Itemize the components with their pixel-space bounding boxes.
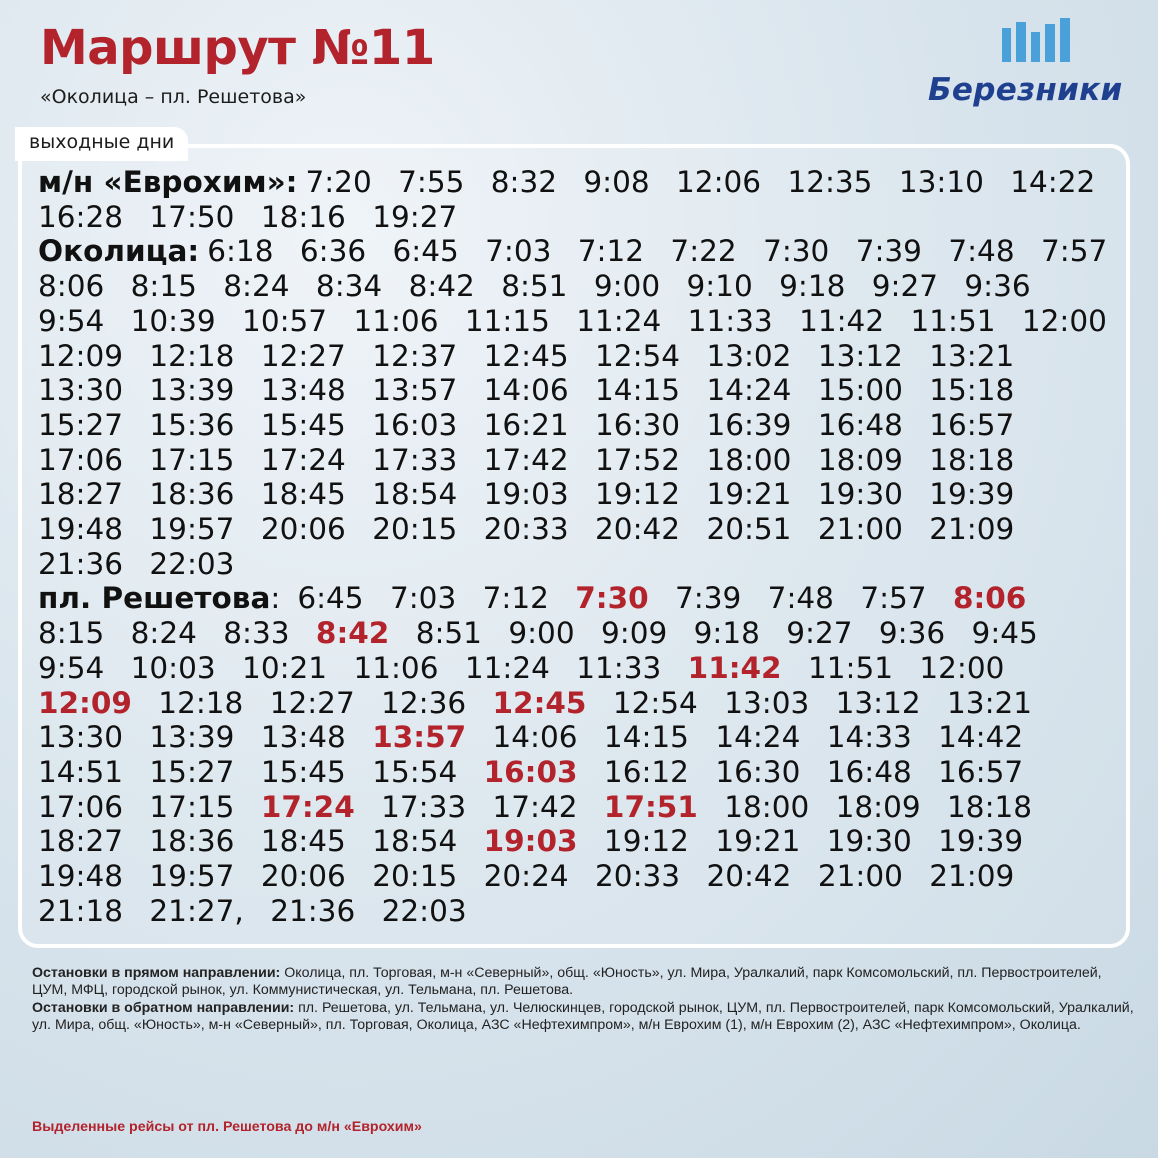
departure-time: 12:54 xyxy=(612,685,698,720)
departure-time: 15:45 xyxy=(260,407,346,442)
departure-time: 16:48 xyxy=(826,754,912,789)
departure-time-highlighted: 16:03 xyxy=(483,754,578,789)
departure-time: 18:09 xyxy=(835,789,921,824)
departure-time: 9:08 xyxy=(583,165,650,199)
departure-time: 16:57 xyxy=(929,407,1015,442)
departure-time: 16:21 xyxy=(483,407,569,442)
departure-time: 6:36 xyxy=(299,234,367,269)
departure-time: 13:21 xyxy=(947,685,1033,720)
departure-time: 17:42 xyxy=(492,789,578,824)
departure-time: 13:03 xyxy=(724,685,810,720)
forward-stops-label: Остановки в прямом направлении: xyxy=(32,965,281,981)
highlight-note: Выделенные рейсы от пл. Решетова до м/н «Еврохим» xyxy=(32,1119,422,1135)
departure-time: 14:06 xyxy=(483,373,569,408)
departure-time: 15:36 xyxy=(149,407,235,442)
departure-time: 10:21 xyxy=(242,650,328,685)
stop-label: пл. Решетова xyxy=(38,581,271,616)
departure-time-highlighted: 12:45 xyxy=(492,685,587,720)
schedule-body xyxy=(38,165,1128,928)
departure-time: 14:06 xyxy=(492,720,578,755)
departure-time: 18:54 xyxy=(372,477,458,512)
departure-time: 11:42 xyxy=(799,303,885,338)
departure-time: 7:48 xyxy=(767,581,834,616)
departure-time: 13:48 xyxy=(260,720,346,755)
departure-time: 9:36 xyxy=(878,616,946,651)
departure-time: 9:36 xyxy=(964,269,1031,304)
departure-time: 9:10 xyxy=(686,269,753,304)
departure-time: 13:21 xyxy=(929,338,1015,373)
departure-time: 12:18 xyxy=(149,338,235,373)
departure-time: 18:09 xyxy=(817,442,903,477)
departure-time: 20:15 xyxy=(372,512,458,547)
stop-schedule xyxy=(38,234,1128,581)
stops-info xyxy=(32,965,1137,1034)
departure-time: 7:20 xyxy=(305,165,372,199)
departure-time: 19:21 xyxy=(715,824,801,859)
departure-time: 20:15 xyxy=(372,859,458,894)
departure-time: 8:24 xyxy=(130,616,197,651)
departure-time: 6:45 xyxy=(392,234,459,269)
departure-time: 21:00 xyxy=(817,512,903,547)
departure-time: 16:39 xyxy=(706,407,792,442)
departure-time: 21:36 xyxy=(38,546,124,581)
departure-time: 18:54 xyxy=(372,824,458,859)
departure-time: 13:39 xyxy=(149,373,235,408)
departure-time: 13:12 xyxy=(835,685,921,720)
departure-time: 21:00 xyxy=(817,859,903,894)
departure-time: 14:15 xyxy=(595,373,681,408)
departure-time: 12:27 xyxy=(269,685,355,720)
departure-time: 21:36 xyxy=(270,893,356,928)
departure-time: 17:33 xyxy=(381,789,467,824)
departure-time-highlighted: 11:42 xyxy=(687,650,782,685)
departure-time: 9:54 xyxy=(38,650,105,685)
departure-time: 11:06 xyxy=(353,650,439,685)
departure-time: 19:30 xyxy=(817,477,903,512)
departure-time: 18:45 xyxy=(260,477,346,512)
departure-time: 20:42 xyxy=(706,859,792,894)
departure-time: 7:57 xyxy=(860,581,927,616)
city-logo xyxy=(928,18,1138,108)
departure-time: 11:24 xyxy=(576,303,662,338)
stop-schedule xyxy=(38,581,1128,928)
logo-text: Березники xyxy=(928,72,1123,108)
departure-time: 16:03 xyxy=(372,407,458,442)
stop-schedule xyxy=(38,165,1128,234)
departure-time: 7:22 xyxy=(670,234,737,269)
departure-time: 15:45 xyxy=(260,754,346,789)
departure-time: 13:10 xyxy=(898,165,984,199)
departure-time: 16:30 xyxy=(595,407,681,442)
departure-time: 12:35 xyxy=(787,165,873,199)
departure-time: 7:39 xyxy=(675,581,742,616)
departure-time: 14:22 xyxy=(1010,165,1096,199)
departure-time: 11:33 xyxy=(687,303,773,338)
departure-time: 9:27 xyxy=(786,616,853,651)
departure-time: 19:12 xyxy=(603,824,689,859)
departure-time: 15:27 xyxy=(38,407,124,442)
departure-time: 7:12 xyxy=(482,581,549,616)
departure-time: 16:28 xyxy=(38,199,124,234)
stop-label-suffix: : xyxy=(270,581,281,616)
departure-time: 10:03 xyxy=(130,650,216,685)
departure-time: 18:45 xyxy=(260,824,346,859)
departure-time: 19:03 xyxy=(483,477,569,512)
departure-time: 13:57 xyxy=(372,373,458,408)
departure-time: 19:21 xyxy=(706,477,792,512)
departure-time: 18:16 xyxy=(260,199,346,234)
departure-time: 17:15 xyxy=(149,442,235,477)
departure-time: 19:12 xyxy=(595,477,681,512)
departure-time-highlighted: 13:57 xyxy=(372,720,467,755)
departure-time: 7:12 xyxy=(577,234,645,269)
departure-time: 9:18 xyxy=(693,616,760,651)
departure-time: 21:27, xyxy=(149,893,244,928)
departure-time: 6:18 xyxy=(207,234,274,269)
departure-time: 14:24 xyxy=(706,373,792,408)
departure-time: 7:55 xyxy=(398,165,465,199)
departure-time: 18:36 xyxy=(149,824,235,859)
departure-time: 12:00 xyxy=(1021,303,1107,338)
departure-time: 12:36 xyxy=(381,685,467,720)
departure-time: 18:00 xyxy=(706,442,792,477)
departure-time-highlighted: 8:06 xyxy=(952,581,1027,616)
backward-stops xyxy=(32,1000,1137,1035)
departure-time: 19:57 xyxy=(149,512,235,547)
departure-time: 17:52 xyxy=(595,442,681,477)
departure-time: 11:24 xyxy=(464,650,550,685)
departure-time: 9:45 xyxy=(971,616,1038,651)
departure-time: 16:30 xyxy=(715,754,801,789)
forward-stops xyxy=(32,965,1137,1000)
departure-time: 19:39 xyxy=(929,477,1015,512)
departure-time: 18:27 xyxy=(38,824,124,859)
departure-time-highlighted: 7:30 xyxy=(575,581,649,616)
departure-time: 18:00 xyxy=(724,789,810,824)
departure-time: 18:36 xyxy=(149,477,235,512)
city-bars-icon xyxy=(1000,18,1074,64)
departure-time: 17:06 xyxy=(38,789,124,824)
departure-time: 10:57 xyxy=(242,303,328,338)
departure-time: 12:27 xyxy=(260,338,346,373)
departure-time: 20:24 xyxy=(483,859,569,894)
departure-time: 17:33 xyxy=(372,442,458,477)
departure-time: 19:39 xyxy=(938,824,1024,859)
departure-time: 14:42 xyxy=(938,720,1024,755)
departure-time: 14:51 xyxy=(38,754,124,789)
departure-time: 15:54 xyxy=(372,754,458,789)
departure-time: 12:09 xyxy=(38,338,124,373)
route-subtitle: «Околица – пл. Решетова» xyxy=(40,86,307,108)
departure-time: 8:15 xyxy=(130,269,197,304)
departure-time: 11:06 xyxy=(353,303,439,338)
departure-time: 20:06 xyxy=(260,859,346,894)
route-title: Маршрут №11 xyxy=(40,20,435,76)
departure-time: 18:27 xyxy=(38,477,124,512)
departure-time: 13:12 xyxy=(817,338,903,373)
departure-time: 9:00 xyxy=(508,616,575,651)
backward-stops-text: пл. Решетова, ул. Тельмана, ул. Челюскинцев, городской рынок, ЦУМ, пл. Первостроителей, парк Комсомольский, Уралкалий, ул. Мира, общ. «Юность», м-н «Северный», пл. Торговая, Околица, АЗС «Нефтехимпром», м/н Еврохим (1), м/н Еврохим (2), АЗС «Нефтехимпром», Околица. xyxy=(32,999,1134,1033)
departure-time: 17:50 xyxy=(149,199,235,234)
departure-time: 8:06 xyxy=(38,269,105,304)
departure-time: 12:00 xyxy=(919,650,1005,685)
departure-time: 8:34 xyxy=(315,269,383,304)
departure-time: 14:33 xyxy=(826,720,912,755)
departure-time: 22:03 xyxy=(381,893,467,928)
departure-time: 13:48 xyxy=(260,373,346,408)
departure-time: 12:54 xyxy=(595,338,681,373)
departure-time: 17:06 xyxy=(38,442,124,477)
stop-label: Околица: xyxy=(38,234,200,269)
departure-time: 7:57 xyxy=(1040,234,1108,269)
departure-time: 17:24 xyxy=(260,442,346,477)
departure-time: 8:33 xyxy=(223,616,290,651)
departure-time-highlighted: 17:24 xyxy=(260,789,355,824)
departure-time: 15:18 xyxy=(929,373,1015,408)
departure-time: 9:00 xyxy=(593,269,661,304)
departure-time: 8:32 xyxy=(490,165,557,199)
departure-time-highlighted: 19:03 xyxy=(483,824,578,859)
departure-time: 20:33 xyxy=(483,512,569,547)
departure-time: 12:37 xyxy=(372,338,458,373)
departure-time: 8:15 xyxy=(38,616,105,651)
departure-time: 11:15 xyxy=(464,303,550,338)
departure-time: 16:12 xyxy=(603,754,689,789)
departure-time: 13:30 xyxy=(38,373,124,408)
departure-time: 12:45 xyxy=(483,338,569,373)
departure-time: 16:57 xyxy=(938,754,1024,789)
stop-label: м/н «Еврохим»: xyxy=(38,165,298,199)
departure-time: 13:39 xyxy=(149,720,235,755)
departure-time-highlighted: 8:42 xyxy=(315,616,390,651)
departure-time: 19:48 xyxy=(38,859,124,894)
departure-time: 11:51 xyxy=(910,303,996,338)
forward-stops-text: Околица, пл. Торговая, м-н «Северный», общ. «Юность», ул. Мира, Уралкалий, парк Комсомольский, пл. Первостроителей, ЦУМ, МФЦ, городской рынок, ул. Коммунистическая, ул. Тельмана, пл. Решетова. xyxy=(32,965,1102,999)
departure-time: 18:18 xyxy=(947,789,1033,824)
departure-time: 7:03 xyxy=(389,581,457,616)
departure-time: 19:48 xyxy=(38,512,124,547)
departure-time: 19:30 xyxy=(826,824,912,859)
departure-time: 8:42 xyxy=(408,269,475,304)
departure-time: 9:18 xyxy=(779,269,846,304)
departure-time: 8:51 xyxy=(415,616,482,651)
departure-time: 22:03 xyxy=(149,546,235,581)
departure-time-highlighted: 12:09 xyxy=(38,685,132,720)
departure-time: 18:18 xyxy=(929,442,1015,477)
departure-time: 7:30 xyxy=(763,234,830,269)
departure-time: 21:09 xyxy=(929,512,1015,547)
departure-time: 17:42 xyxy=(483,442,569,477)
departure-time: 13:30 xyxy=(38,720,124,755)
departure-time: 7:39 xyxy=(855,234,922,269)
departure-time: 8:51 xyxy=(501,269,568,304)
departure-time: 15:27 xyxy=(149,754,235,789)
departure-time: 6:45 xyxy=(297,581,364,616)
departure-time: 20:06 xyxy=(260,512,346,547)
departure-time: 14:15 xyxy=(603,720,689,755)
departure-time: 15:00 xyxy=(817,373,903,408)
departure-time: 8:24 xyxy=(223,269,290,304)
departure-time: 19:57 xyxy=(149,859,235,894)
departure-time: 10:39 xyxy=(130,303,216,338)
departure-time: 14:24 xyxy=(715,720,801,755)
departure-time: 9:54 xyxy=(38,303,105,338)
departure-time: 20:51 xyxy=(706,512,792,547)
departure-time: 17:15 xyxy=(149,789,235,824)
departure-time: 7:03 xyxy=(485,234,552,269)
day-type-tab: выходные дни xyxy=(15,127,188,161)
departure-time: 9:27 xyxy=(871,269,939,304)
departure-time: 20:33 xyxy=(595,859,681,894)
departure-time-highlighted: 17:51 xyxy=(603,789,698,824)
departure-time: 21:09 xyxy=(929,859,1015,894)
backward-stops-label: Остановки в обратном направлении: xyxy=(32,999,295,1016)
departure-time: 12:18 xyxy=(158,685,244,720)
departure-time: 11:33 xyxy=(576,650,662,685)
departure-time: 13:02 xyxy=(706,338,792,373)
departure-time: 9:09 xyxy=(600,616,668,651)
departure-time: 16:48 xyxy=(817,407,903,442)
departure-time: 7:48 xyxy=(948,234,1015,269)
departure-time: 19:27 xyxy=(372,199,458,234)
departure-time: 20:42 xyxy=(595,512,681,547)
departure-time: 12:06 xyxy=(676,165,762,199)
departure-time: 11:51 xyxy=(807,650,893,685)
departure-time: 21:18 xyxy=(38,893,124,928)
